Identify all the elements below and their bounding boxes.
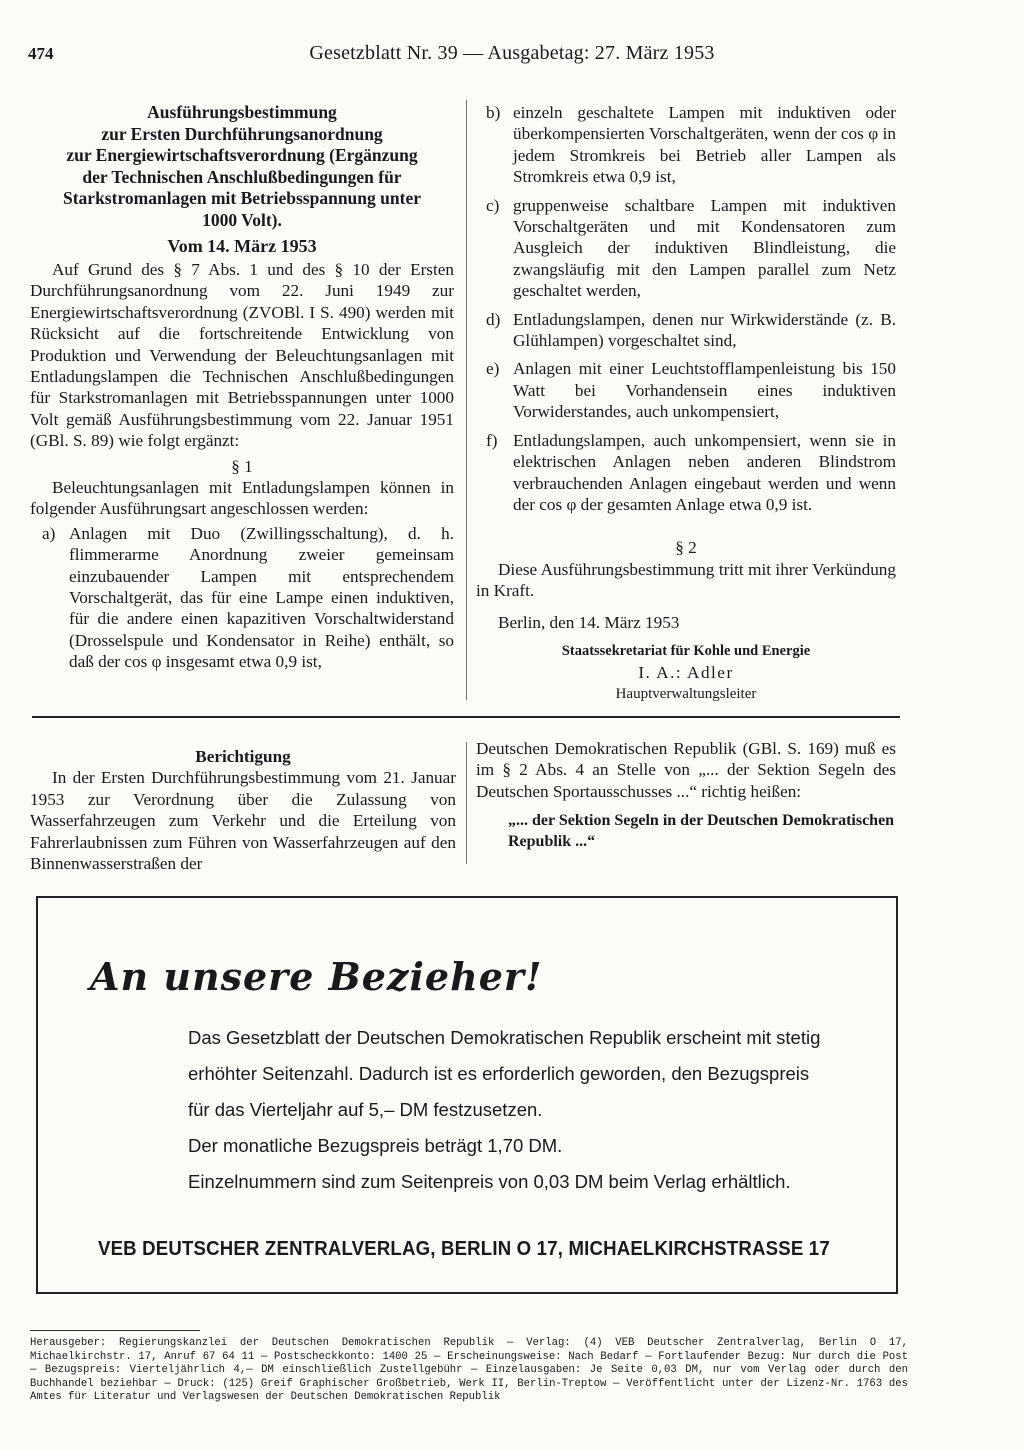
regulation-preamble: Auf Grund des § 7 Abs. 1 und des § 10 der Ersten Durchführungsanordnung vom 22. Juni 1949 zur Energiewirtschaftsverordnung (ZVOBl. I S. 490) werden mit Rücksicht auf die fortschreitende Entwicklung von Produktion und Verwendung der Beleuchtungsanlagen mit Entladungslampen die Technischen Anschlußbedingungen für Starkstromanlagen mit Betriebsspannungen unter 1000 Volt gemäß Ausführungsbestimmung vom 22. Januar 1951 (GBl. S. 89) wie folgt ergänzt: xyxy=(30,259,454,451)
regulation-title xyxy=(30,102,454,232)
notice-heading: An unsere Bezieher! xyxy=(90,954,543,999)
regulation-left-column xyxy=(30,102,454,673)
correction-text: In der Ersten Durchführungsbestimmung vom 21. Januar 1953 zur Verordnung über die Zulassung von Wasserfahrzeugen zum Verkehr und die Erteilung von Fahrerlaubnissen zum Führen von Wasserfahrzeugen auf den Binnenwasserstraßen der xyxy=(30,768,456,874)
imprint-rule xyxy=(30,1330,200,1331)
list-item xyxy=(476,102,896,188)
notice-line: Das Gesetzblatt der Deutschen Demokratischen Republik erscheint mit stetig xyxy=(188,1027,821,1048)
correction-text-continued: Deutschen Demokratischen Republik (GBl. S. 169) muß es im § 2 Abs. 4 an Stelle von „... der Sektion Segeln des Deutschen Sportausschusses ...“ richtig heißen: xyxy=(476,739,896,801)
notice-line: Einzelnummern sind zum Seitenpreis von 0,03 DM beim Verlag erhältlich. xyxy=(188,1171,791,1192)
list-item xyxy=(30,523,454,673)
list-item-label: d) xyxy=(486,309,501,329)
list-item-text: gruppenweise schaltbare Lampen mit induktiven Vorschaltgeräten und mit Kondensatoren zum Ausgleich der induktiven Blindleistung, die zwangsläufig mit den Lampen parallel zum Netz geschaltet werden, xyxy=(513,195,896,301)
imprint xyxy=(30,1330,908,1405)
notice-line: erhöhter Seitenzahl. Dadurch ist es erforderlich geworden, den Bezugspreis xyxy=(188,1063,810,1084)
section-1-heading: § 1 xyxy=(231,456,253,476)
notice-line: Der monatliche Bezugspreis beträgt 1,70 DM. xyxy=(188,1135,563,1156)
page-number: 474 xyxy=(28,44,54,63)
list-item-text: Entladungslampen, denen nur Wirkwiderstände (z. B. Glühlampen) vorgeschaltet sind, xyxy=(513,309,896,351)
signatory: I. A.: Adler xyxy=(638,663,734,683)
title-line: zur Ersten Durchführungsanordnung xyxy=(101,123,383,144)
signatory-title: Hauptverwaltungsleiter xyxy=(615,685,757,702)
correction-right-column xyxy=(476,738,896,852)
list-item-text: Entladungslampen, auch unkompensiert, wenn sie in elektrischen Anlagen neben anderen Blindstrom verbrauchenden Anlagen eingebaut werden und wenn der cos φ der gesamten Anlage etwa 0,9 ist. xyxy=(513,430,896,514)
imprint-text: Herausgeber: Regierungskanzlei der Deutschen Demokratischen Republik — Verlag: (4) VEB Deutscher Zentralverlag, Berlin O 17, Michaelkirchstr. 17, Anruf 67 64 11 — Postscheckkonto: 1400 25 — Erscheinungsweise: Nach Bedarf — Fortlaufender Bezug: Nur durch die Post — Bezugspreis: Vierteljährlich 4,— DM einschließlich Zustellgebühr — Einzelausgaben: Je Seite 0,03 DM, nur vom Verlag oder durch den Buchhandel beziehbar — Druck: (125) Greif Graphischer Großbetrieb, Werk II, Berlin-Treptow — Veröffentlicht unter der Lizenz-Nr. 1763 des Amtes für Literatur und Verlagswesen der Deutschen Demokratischen Republik xyxy=(30,1337,908,1404)
running-head: Gesetzblatt Nr. 39 — Ausgabetag: 27. März 1953 xyxy=(309,42,715,64)
title-line: Ausführungsbestimmung xyxy=(147,102,337,122)
regulation-date: Vom 14. März 1953 xyxy=(167,235,317,256)
list-item xyxy=(476,195,896,302)
regulation-right-column xyxy=(476,102,896,705)
notice-line: für das Vierteljahr auf 5,– DM festzusetzen. xyxy=(188,1099,543,1120)
list-item xyxy=(476,309,896,352)
list-item-label: a) xyxy=(42,523,56,543)
list-item xyxy=(476,430,896,516)
correction-left-column xyxy=(30,746,456,874)
section-2-heading: § 2 xyxy=(675,538,697,558)
publisher-address: VEB DEUTSCHER ZENTRALVERLAG, BERLIN O 17, MICHAELKIRCHSTRASSE 17 xyxy=(98,1238,830,1260)
list-item-text: einzeln geschaltete Lampen mit induktiven oder überkompensierten Vorschaltgeräten, wenn der cos φ in jedem Stromkreis bei Betrieb aller Lampen als Stromkreis etwa 0,9 ist, xyxy=(513,103,896,187)
list-item-label: e) xyxy=(486,359,500,379)
list-item xyxy=(476,358,896,422)
notice-body xyxy=(188,1020,858,1200)
list-item-label: f) xyxy=(486,430,498,450)
title-line: der Technischen Anschlußbedingungen für xyxy=(82,166,402,187)
list-item-label: b) xyxy=(486,103,501,122)
title-line: 1000 Volt). xyxy=(202,209,282,230)
corrected-phrase: „... der Sektion Segeln in der Deutschen Demokratischen Republik ...“ xyxy=(508,812,895,851)
list-item-text: Anlagen mit einer Leuchtstofflampenleistung bis 150 Watt bei Vorhandensein eines induktiven Vorwiderstandes, auch unkompensiert, xyxy=(513,359,896,422)
subscriber-notice-box xyxy=(36,896,898,1294)
correction-heading: Berichtigung xyxy=(195,747,291,766)
list-item-label: c) xyxy=(486,195,500,215)
issuing-authority: Staatssekretariat für Kohle und Energie xyxy=(561,642,811,659)
section-2-text: Diese Ausführungsbestimmung tritt mit ihrer Verkündung in Kraft. xyxy=(476,559,896,601)
list-item-text: Anlagen mit Duo (Zwillingsschaltung), d. h. flimmerarme Anordnung zweier gemeinsam einzubauender Lampen mit entsprechendem Vorschaltgerät, das für eine Lampe einen induktiven, für die andere einen kapazitiven Vorschaltwiderstand (Drosselspule und Kondensator in Reihe) enthält, so daß der cos φ insgesamt etwa 0,9 ist, xyxy=(69,523,454,672)
section-divider xyxy=(32,716,900,718)
column-divider xyxy=(466,100,467,700)
section-1-intro: Beleuchtungsanlagen mit Entladungslampen können in folgender Ausführungsart angeschlossen werden: xyxy=(30,478,454,519)
title-line: zur Energiewirtschaftsverordnung (Ergänzung xyxy=(66,145,418,166)
column-divider xyxy=(466,742,467,864)
place-date: Berlin, den 14. März 1953 xyxy=(498,612,680,632)
title-line: Starkstromanlagen mit Betriebsspannung unter xyxy=(63,188,421,209)
